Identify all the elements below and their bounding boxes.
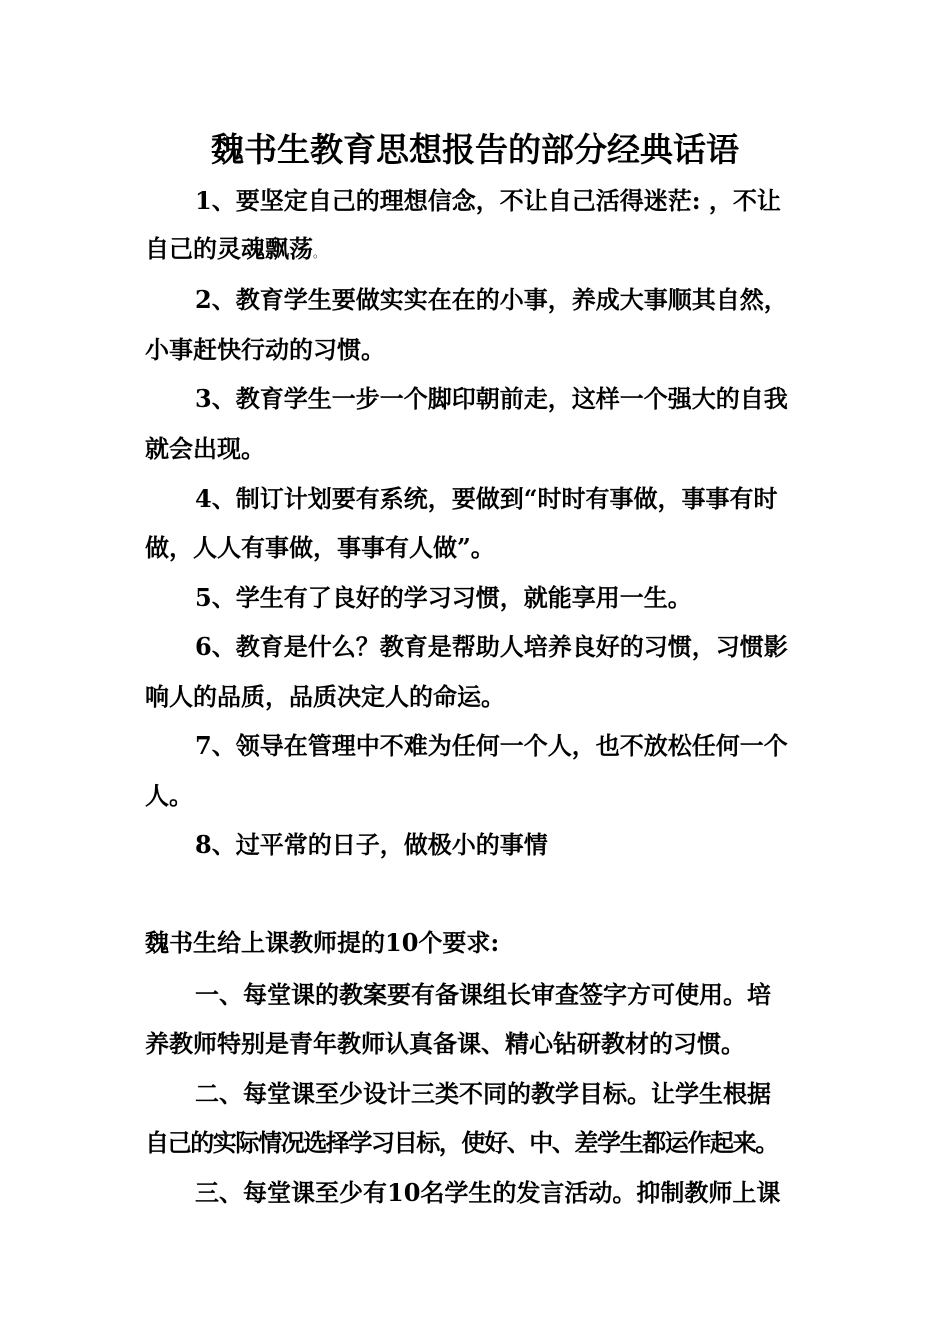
requirement-1-line-1: 一、每堂课的教案要有备课组长审查签字方可使用。培: [195, 980, 771, 1009]
quote-2-line-1: 2、教育学生要做实实在在的小事，养成大事顺其自然，: [195, 285, 788, 314]
quote-6-line-2: 响人的品质，品质决定人的命运。: [145, 682, 505, 711]
requirement-1-line-2: 养教师特别是青年教师认真备课、精心钻研教材的习惯。: [145, 1029, 745, 1058]
quote-3-line-2: 就会出现。: [145, 434, 265, 463]
quote-8-line-1: 8、过平常的日子，做极小的事情: [195, 830, 548, 859]
quote-1-line-2-end: 。: [313, 246, 326, 260]
quote-1-line-2-text: 自己的灵魂飘荡: [145, 234, 313, 263]
quote-5-line-1: 5、学生有了良好的学习习惯，就能享用一生。: [195, 583, 692, 612]
requirement-2-line-2: 自己的实际情况选择学习目标，使好、中、差学生都运作起来。: [145, 1128, 778, 1157]
quote-2-line-2: 小事赶快行动的习惯。: [145, 335, 385, 364]
quote-3-line-1: 3、教育学生一步一个脚印朝前走，这样一个强大的自我: [195, 384, 788, 413]
quote-7-line-1: 7、领导在管理中不难为任何一个人，也不放松任何一个: [195, 731, 788, 760]
document-title: 魏书生教育思想报告的部分经典话语: [211, 130, 739, 169]
quote-4-line-2: 做，人人有事做，事事有人做”。: [145, 533, 495, 562]
quote-1-line-1: 1、要坚定自己的理想信念，不让自己活得迷茫: ，不让: [195, 186, 781, 215]
quote-1-line-2: [145, 232, 325, 270]
requirement-2-line-1: 二、每堂课至少设计三类不同的教学目标。让学生根据: [195, 1079, 771, 1108]
requirement-3-line-1: 三、每堂课至少有10名学生的发言活动。抑制教师上课: [195, 1178, 781, 1207]
quote-4-line-1: 4、制订计划要有系统，要做到“时时有事做，事事有时: [195, 484, 778, 513]
requirements-heading: 魏书生给上课教师提的10个要求:: [145, 928, 500, 957]
quote-6-line-1: 6、教育是什么？教育是帮助人培养良好的习惯，习惯影: [195, 632, 788, 661]
quote-7-line-2: 人。: [145, 781, 193, 810]
